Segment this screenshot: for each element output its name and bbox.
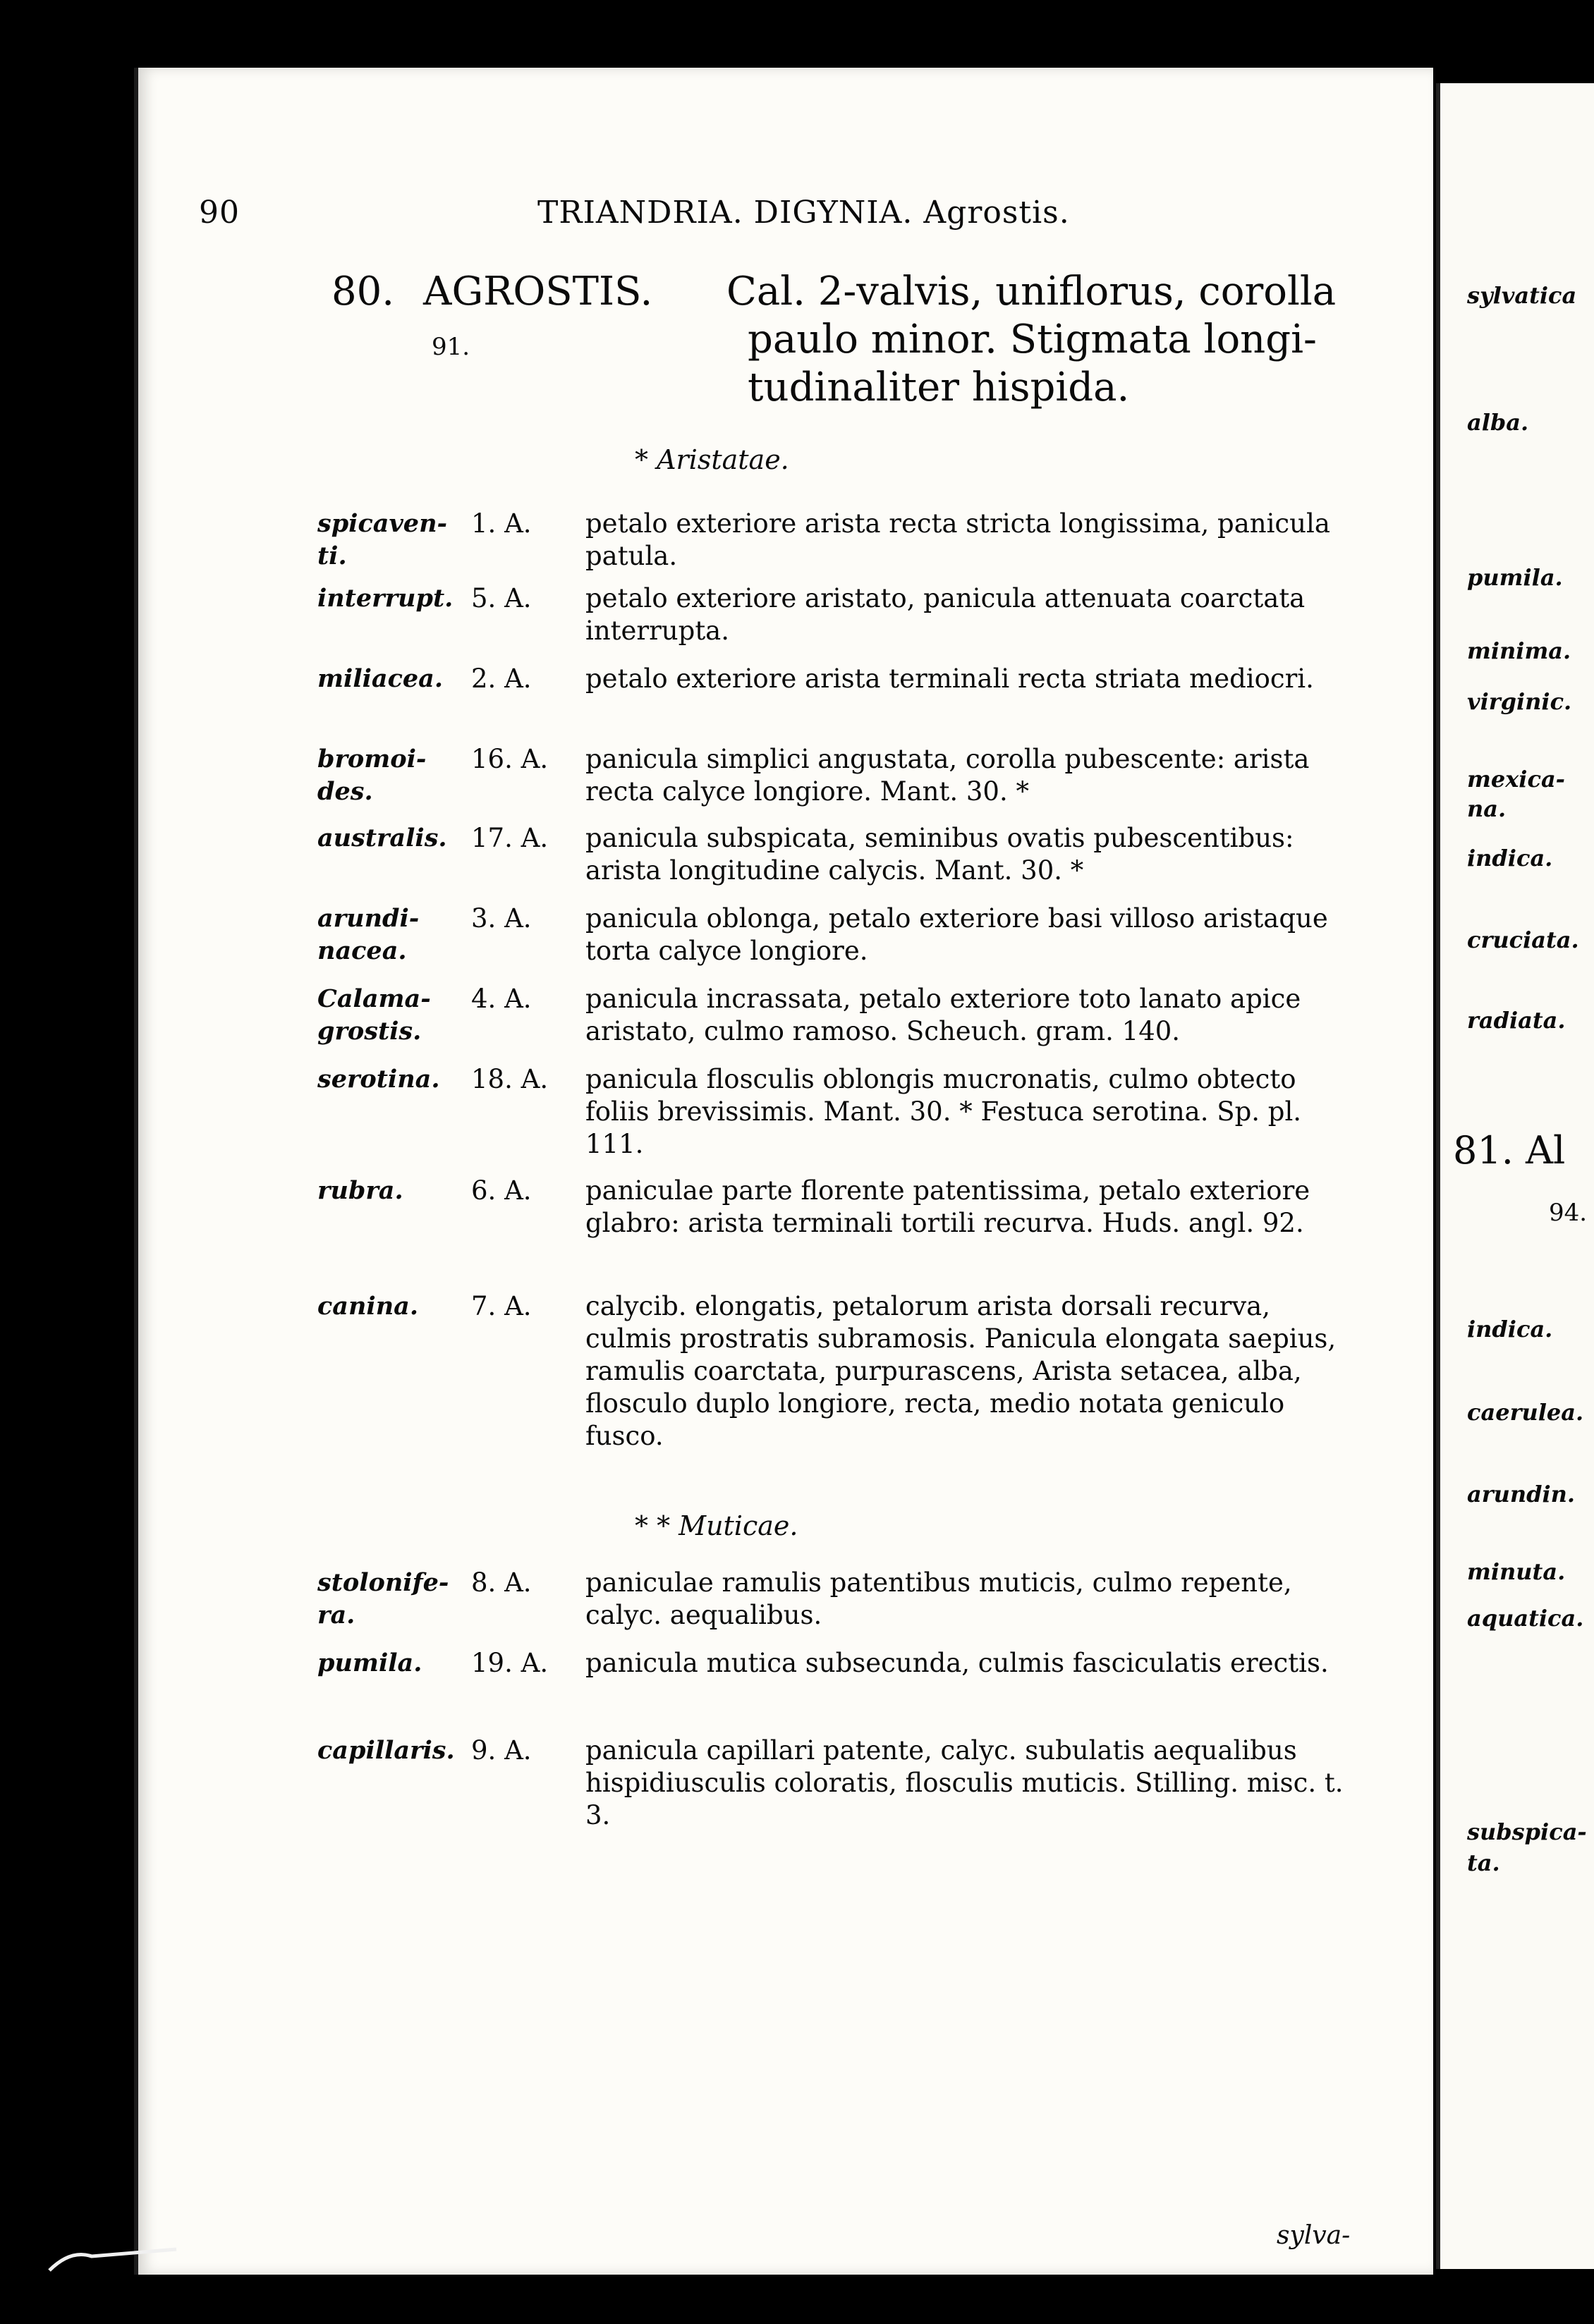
species-number: 8. A. bbox=[471, 1567, 532, 1598]
right-species-name: indica. bbox=[1467, 1316, 1553, 1343]
species-number: 9. A. bbox=[471, 1735, 532, 1766]
right-genus-number: 81. Al bbox=[1453, 1128, 1566, 1173]
right-species-name: cruciata. bbox=[1467, 926, 1579, 953]
species-description: panicula incrassata, petalo exteriore toto lanato apice aristato, culmo ramoso. Scheuch. gram. 140. bbox=[585, 984, 1301, 1046]
scratch-mark-icon bbox=[42, 2235, 183, 2277]
species-number: 6. A. bbox=[471, 1175, 532, 1206]
species-name: arundi- nacea. bbox=[317, 904, 420, 965]
species-description: petalo exteriore arista recta stricta longissima, panicula patula. bbox=[585, 508, 1330, 571]
species-number: 4. A. bbox=[471, 984, 532, 1014]
genus-description-line1: Cal. 2-valvis, uniflorus, corolla bbox=[726, 269, 1337, 314]
right-species-name: pumila. bbox=[1467, 564, 1563, 591]
right-species-name: subspica- ta. bbox=[1467, 1818, 1587, 1876]
species-description: panicula oblonga, petalo exteriore basi villoso aristaque torta calyce longiore. bbox=[585, 903, 1328, 966]
right-species-name: caerulea. bbox=[1467, 1399, 1584, 1426]
right-species-name: indica. bbox=[1467, 845, 1553, 872]
species-name: australis. bbox=[317, 824, 447, 852]
page-header bbox=[199, 195, 1384, 244]
species-description: panicula flosculis oblongis mucronatis, culmo obtecto foliis brevissimis. Mant. 30. * Festuca serotina. Sp. pl. 111. bbox=[585, 1064, 1302, 1159]
right-species-name: mexica- na. bbox=[1467, 766, 1565, 822]
species-description: petalo exteriore aristato, panicula attenuata coarctata interrupta. bbox=[585, 583, 1306, 646]
genus-sub-number: 91. bbox=[432, 333, 470, 361]
section-heading-aristatae: * Aristatae. bbox=[635, 444, 789, 475]
species-number: 18. A. bbox=[471, 1064, 549, 1094]
genus-description-line2: paulo minor. Stigmata longi- bbox=[748, 317, 1317, 362]
species-number: 16. A. bbox=[471, 744, 549, 774]
species-number: 5. A. bbox=[471, 583, 532, 613]
right-genus-sub-number: 94. bbox=[1549, 1199, 1588, 1227]
species-name: bromoi- des. bbox=[317, 745, 427, 806]
right-species-name: aquatica. bbox=[1467, 1605, 1584, 1632]
species-description: panicula simplici angustata, corolla pubescente: arista recta calyce longiore. Mant. 30. * bbox=[585, 744, 1310, 807]
species-number: 2. A. bbox=[471, 663, 532, 694]
right-species-name: alba. bbox=[1467, 409, 1529, 436]
species-number: 3. A. bbox=[471, 903, 532, 934]
species-name: serotina. bbox=[317, 1065, 440, 1094]
catchword: sylva- bbox=[1277, 2221, 1351, 2250]
running-title: TRIANDRIA. DIGYNIA. Agrostis. bbox=[537, 195, 1070, 231]
species-number: 19. A. bbox=[471, 1648, 549, 1678]
species-name: canina. bbox=[317, 1292, 419, 1321]
species-description: petalo exteriore arista terminali recta striata mediocri. bbox=[585, 663, 1314, 694]
species-description: panicula mutica subsecunda, culmis fasciculatis erectis. bbox=[585, 1648, 1329, 1678]
species-description: paniculae ramulis patentibus muticis, culmo repente, calyc. aequalibus. bbox=[585, 1567, 1292, 1630]
genus-name: AGROSTIS. bbox=[423, 269, 653, 314]
species-description: calycib. elongatis, petalorum arista dorsali recurva, culmis prostratis subramosis. Panicula elongata saepius, ramulis coarctata, purpurascens, Arista setacea, alba, flosculo duplo longiore, recta, medio notata geniculo fusco. bbox=[585, 1291, 1337, 1451]
right-species-name: minuta. bbox=[1467, 1558, 1566, 1585]
species-description: panicula subspicata, seminibus ovatis pubescentibus: arista longitudine calycis. Mant. 30. * bbox=[585, 823, 1294, 886]
right-species-name: virginic. bbox=[1467, 688, 1572, 715]
page-number: 90 bbox=[199, 195, 240, 231]
species-number: 17. A. bbox=[471, 823, 549, 853]
species-name: miliacea. bbox=[317, 664, 444, 693]
species-name: pumila. bbox=[317, 1649, 422, 1677]
species-description: paniculae parte florente patentissima, petalo exteriore glabro: arista terminali tortili recurva. Huds. angl. 92. bbox=[585, 1175, 1310, 1238]
right-species-name: radiata. bbox=[1467, 1007, 1566, 1034]
species-name: Calama- grostis. bbox=[317, 984, 431, 1046]
species-description: panicula capillari patente, calyc. subulatis aequalibus hispidiusculis coloratis, flosculis muticis. Stilling. misc. t. 3. bbox=[585, 1735, 1344, 1830]
species-name: spicaven- ti. bbox=[317, 509, 448, 570]
species-number: 1. A. bbox=[471, 508, 532, 539]
right-species-name: sylvatica bbox=[1467, 282, 1577, 309]
species-name: rubra. bbox=[317, 1176, 403, 1205]
species-number: 7. A. bbox=[471, 1291, 532, 1321]
species-name: interrupt. bbox=[317, 584, 454, 613]
section-heading-muticae: * * Muticae. bbox=[635, 1510, 798, 1541]
genus-description-line3: tudinaliter hispida. bbox=[748, 365, 1130, 410]
right-species-name: arundin. bbox=[1467, 1481, 1576, 1507]
species-name: capillaris. bbox=[317, 1736, 455, 1765]
right-species-name: minima. bbox=[1467, 637, 1571, 664]
species-name: stolonife- ra. bbox=[317, 1568, 449, 1629]
genus-number: 80. bbox=[331, 269, 395, 314]
